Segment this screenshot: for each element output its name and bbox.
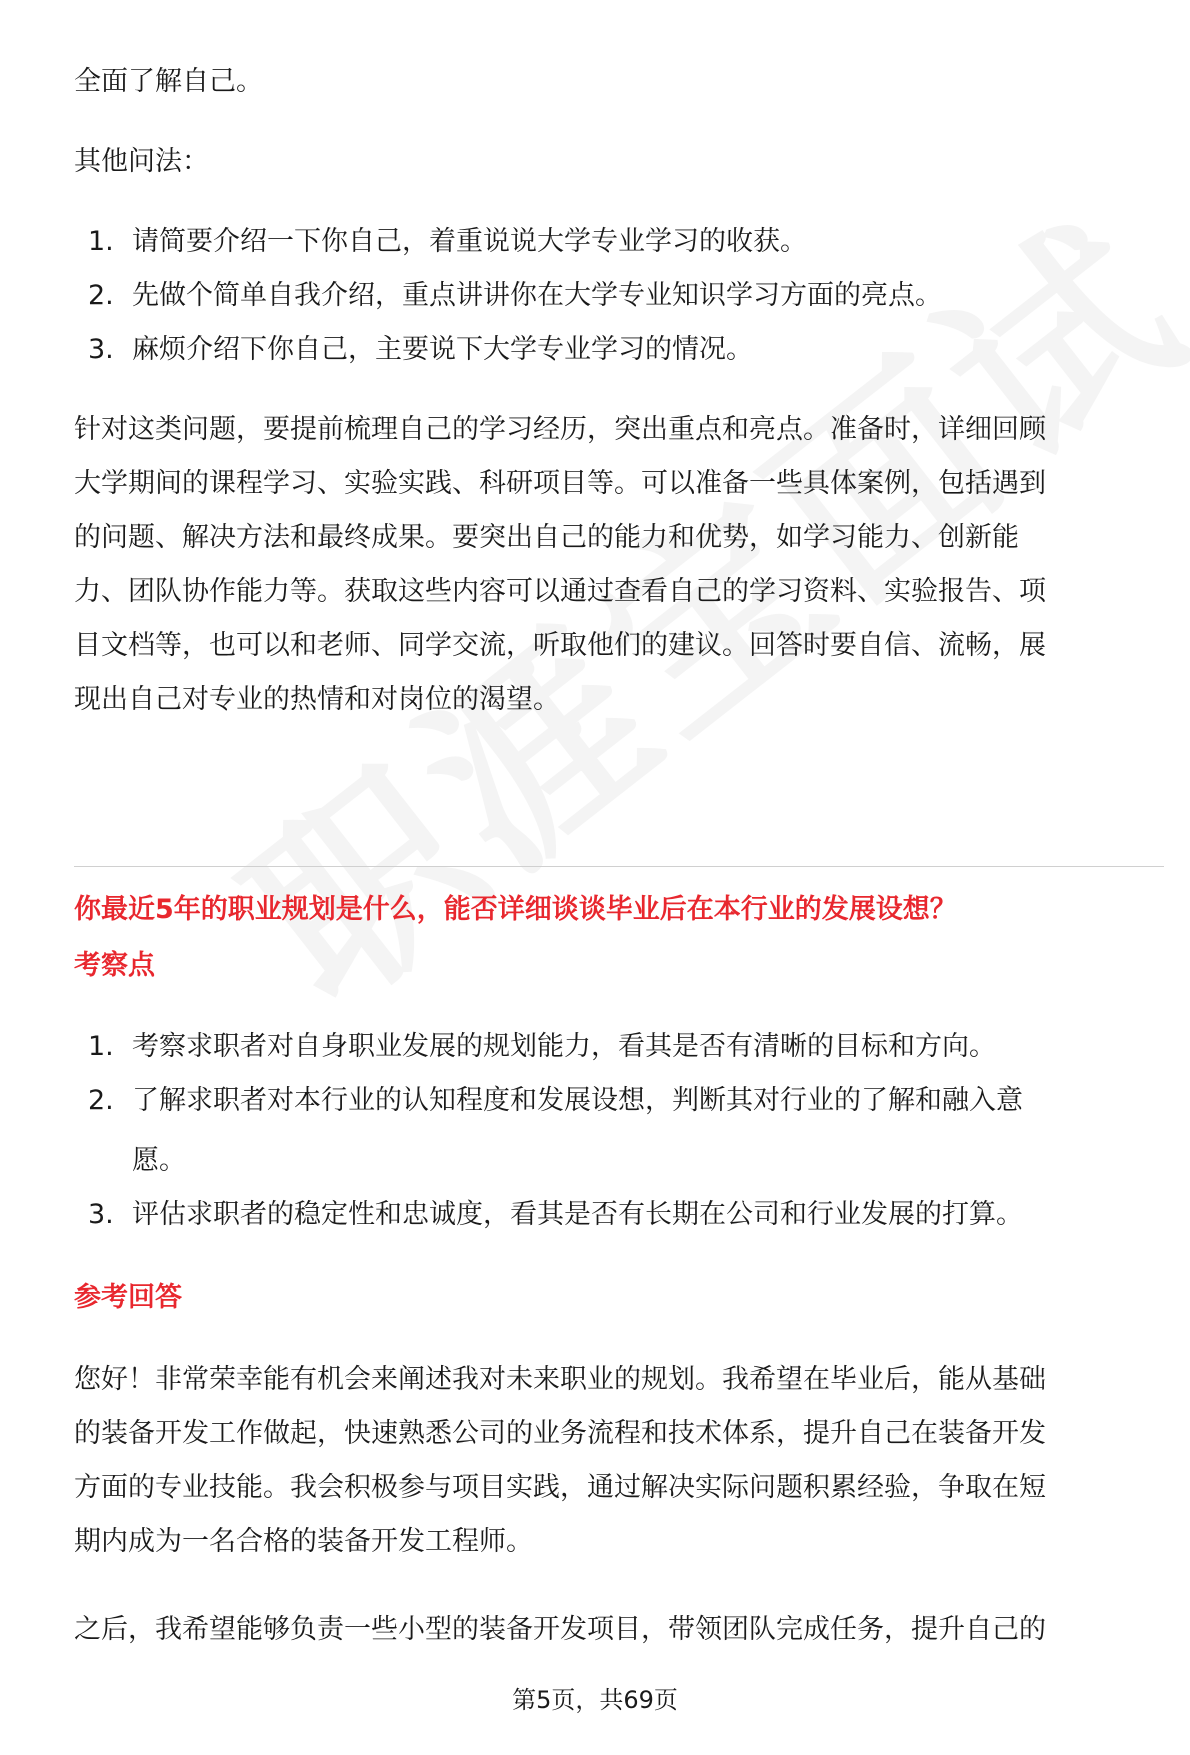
answer-paragraph-2: 之后，我希望能够负责一些小型的装备开发项目，带领团队完成任务，提升自己的 (74, 1614, 1046, 1645)
list-item: 1. 考察求职者对自身职业发展的规划能力，看其是否有清晰的目标和方向。 (88, 1031, 996, 1062)
list-item: 2. 先做个简单自我介绍，重点讲讲你在大学专业知识学习方面的亮点。 (88, 280, 942, 311)
section-divider (74, 866, 1164, 867)
intro-tail: 全面了解自己。 (74, 66, 263, 97)
other-questions-label: 其他问法： (74, 146, 209, 177)
list-item: 2. 了解求职者对本行业的认知程度和发展设想，判断其对行业的了解和融入意 愿。 (88, 1085, 1023, 1176)
focus-points-heading: 考察点 (74, 950, 155, 981)
list-item: 3. 评估求职者的稳定性和忠诚度，看其是否有长期在公司和行业发展的打算。 (88, 1199, 1023, 1230)
reference-answer-heading: 参考回答 (74, 1282, 182, 1313)
page-number: 第5页，共69页 (512, 1686, 678, 1714)
list-item: 3. 麻烦介绍下你自己，主要说下大学专业学习的情况。 (88, 334, 753, 365)
question-title: 你最近5年的职业规划是什么，能否详细谈谈毕业后在本行业的发展设想？ (74, 894, 957, 925)
list-item: 1. 请简要介绍一下你自己，着重说说大学专业学习的收获。 (88, 226, 807, 257)
